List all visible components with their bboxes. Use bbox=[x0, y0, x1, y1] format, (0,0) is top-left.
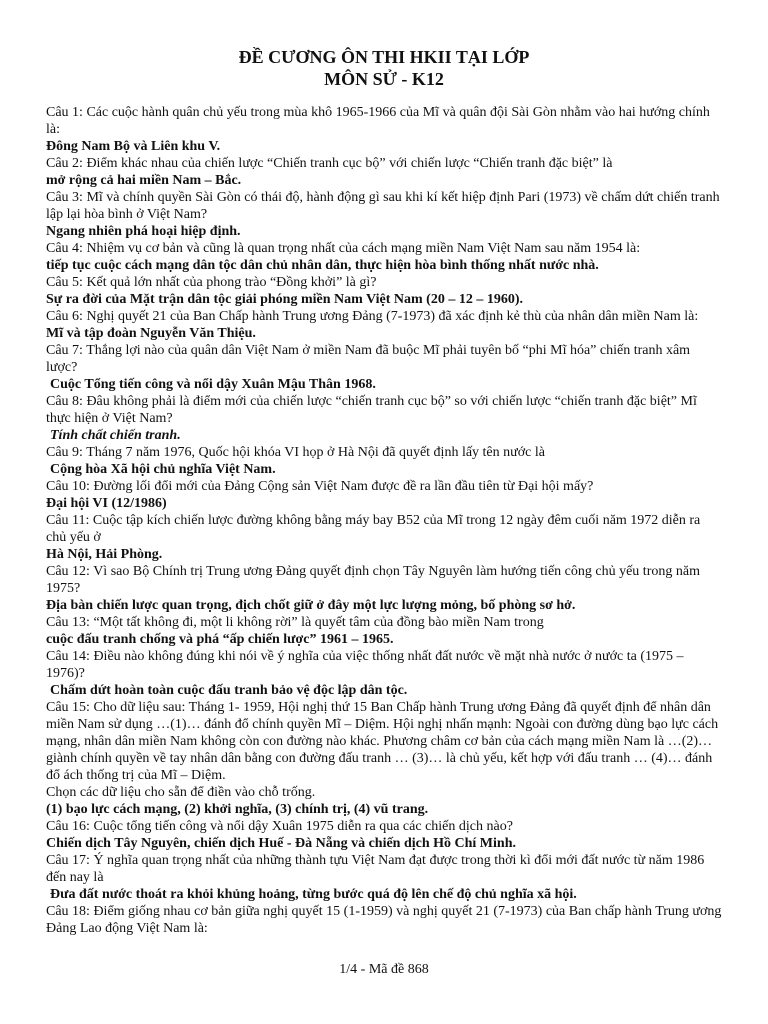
question-14: Câu 14: Điều nào không đúng khi nói về ý nghĩa của việc thống nhất đất nước về mặt nhà nước ở nước ta (1975 – 1976)? bbox=[46, 649, 684, 681]
answer-13: cuộc đấu tranh chống và phá “ấp chiến lược” 1961 – 1965. bbox=[46, 632, 394, 647]
answer-3: Ngang nhiên phá hoại hiệp định. bbox=[46, 224, 241, 239]
question-11: Câu 11: Cuộc tập kích chiến lược đường không bằng máy bay B52 của Mĩ trong 12 ngày đêm cuối năm 1972 diễn ra chủ yếu ở bbox=[46, 513, 701, 545]
page-footer: 1/4 - Mã đề 868 bbox=[339, 962, 429, 977]
answer-5: Sự ra đời của Mặt trận dân tộc giải phóng miền Nam Việt Nam (20 – 12 – 1960). bbox=[46, 292, 523, 307]
question-15: Câu 15: Cho dữ liệu sau: Tháng 1- 1959, Hội nghị thứ 15 Ban Chấp hành Trung ương Đảng đã quyết định để nhân dân miền Nam sử dụng …(1)… đánh đổ chính quyền Mĩ – Diệm. Hội nghị nhấn mạnh: Ngoài con đường dùng bạo lực cách mạng, nhân dân miền Nam không còn con đường nào khác. Phương châm cơ bản của cách mạng miền Nam là …(2)… giành chính quyền về tay nhân dân bằng con đường đấu tranh … (3)… là chủ yếu, kết hợp với đấu tranh … (4)… đánh đổ ách thống trị của Mĩ – Diệm. Chọn các dữ liệu cho sẵn để điền vào chỗ trống. bbox=[46, 700, 719, 800]
answer-2: mở rộng cả hai miền Nam – Bắc. bbox=[46, 173, 242, 188]
question-4: Câu 4: Nhiệm vụ cơ bản và cũng là quan trọng nhất của cách mạng miền Nam Việt Nam sau năm 1954 là: bbox=[46, 241, 641, 256]
answer-17: Đưa đất nước thoát ra khỏi khủng hoảng, từng bước quá độ lên chế độ chủ nghĩa xã hội. bbox=[50, 887, 577, 902]
answer-15: (1) bạo lực cách mạng, (2) khởi nghĩa, (3) chính trị, (4) vũ trang. bbox=[46, 802, 429, 817]
answer-11: Hà Nội, Hải Phòng. bbox=[46, 547, 163, 562]
question-list bbox=[46, 104, 722, 937]
question-18: Câu 18: Điểm giống nhau cơ bản giữa nghị quyết 15 (1-1959) và nghị quyết 21 (7-1973) của Ban chấp hành Trung ương Đảng Lao động Việt Nam là: bbox=[46, 904, 722, 936]
question-6: Câu 6: Nghị quyết 21 của Ban Chấp hành Trung ương Đảng (7-1973) đã xác định kẻ thù của nhân dân miền Nam là: bbox=[46, 309, 699, 324]
question-8: Câu 8: Đâu không phải là điểm mới của chiến lược “chiến tranh cục bộ” so với chiến lược “chiến tranh đặc biệt” Mĩ thực hiện ở Việt Nam? bbox=[46, 394, 697, 426]
question-2: Câu 2: Điểm khác nhau của chiến lược “Chiến tranh cục bộ” với chiến lược “Chiến tranh đặc biệt” là bbox=[46, 156, 613, 171]
answer-7: Cuộc Tổng tiến công và nổi dậy Xuân Mậu Thân 1968. bbox=[50, 377, 376, 392]
question-7: Câu 7: Thắng lợi nào của quân dân Việt Nam ở miền Nam đã buộc Mĩ phải tuyên bố “phi Mĩ hóa” chiến tranh xâm lược? bbox=[46, 343, 691, 375]
answer-6: Mĩ và tập đoàn Nguyễn Văn Thiệu. bbox=[46, 326, 256, 341]
question-12: Câu 12: Vì sao Bộ Chính trị Trung ương Đảng quyết định chọn Tây Nguyên làm hướng tiến công chủ yếu trong năm 1975? bbox=[46, 564, 700, 596]
answer-1: Đông Nam Bộ và Liên khu V. bbox=[46, 139, 221, 154]
question-1: Câu 1: Các cuộc hành quân chủ yếu trong mùa khô 1965-1966 của Mĩ và quân đội Sài Gòn nhằm vào hai hướng chính là: bbox=[46, 105, 710, 137]
question-5: Câu 5: Kết quả lớn nhất của phong trào “Đồng khởi” là gì? bbox=[46, 275, 377, 290]
document-title: ĐỀ CƯƠNG ÔN THI HKII TẠI LỚP bbox=[238, 47, 530, 67]
answer-14: Chấm dứt hoàn toàn cuộc đấu tranh bảo vệ độc lập dân tộc. bbox=[50, 683, 408, 698]
answer-12: Địa bàn chiến lược quan trọng, địch chốt giữ ở đây một lực lượng mỏng, bố phòng sơ hở. bbox=[46, 598, 576, 613]
question-16: Câu 16: Cuộc tổng tiến công và nổi dậy Xuân 1975 diễn ra qua các chiến dịch nào? bbox=[46, 819, 513, 834]
question-3: Câu 3: Mĩ và chính quyền Sài Gòn có thái độ, hành động gì sau khi kí kết hiệp định Pari (1973) về chấm dứt chiến tranh lập lại hòa bình ở Việt Nam? bbox=[46, 190, 720, 222]
question-13: Câu 13: “Một tất không đi, một li không rời” là quyết tâm của đồng bào miền Nam trong bbox=[46, 615, 544, 630]
question-17: Câu 17: Ý nghĩa quan trọng nhất của những thành tựu Việt Nam đạt được trong thời kì đổi mới đất nước từ năm 1986 đến nay là bbox=[46, 853, 705, 885]
document-subtitle: MÔN SỬ - K12 bbox=[324, 69, 444, 89]
answer-9: Cộng hòa Xã hội chủ nghĩa Việt Nam. bbox=[50, 462, 276, 477]
question-10: Câu 10: Đường lối đổi mới của Đảng Cộng sản Việt Nam được đề ra lần đầu tiên từ Đại hội mấy? bbox=[46, 479, 594, 494]
answer-4: tiếp tục cuộc cách mạng dân tộc dân chủ nhân dân, thực hiện hòa bình thống nhất nước nhà. bbox=[46, 258, 599, 273]
question-9: Câu 9: Tháng 7 năm 1976, Quốc hội khóa VI họp ở Hà Nội đã quyết định lấy tên nước là bbox=[46, 445, 545, 460]
answer-8: Tính chất chiến tranh. bbox=[50, 428, 181, 443]
answer-16: Chiến dịch Tây Nguyên, chiến dịch Huế - Đà Nẵng và chiến dịch Hồ Chí Minh. bbox=[46, 836, 516, 851]
answer-10: Đại hội VI (12/1986) bbox=[46, 496, 167, 511]
